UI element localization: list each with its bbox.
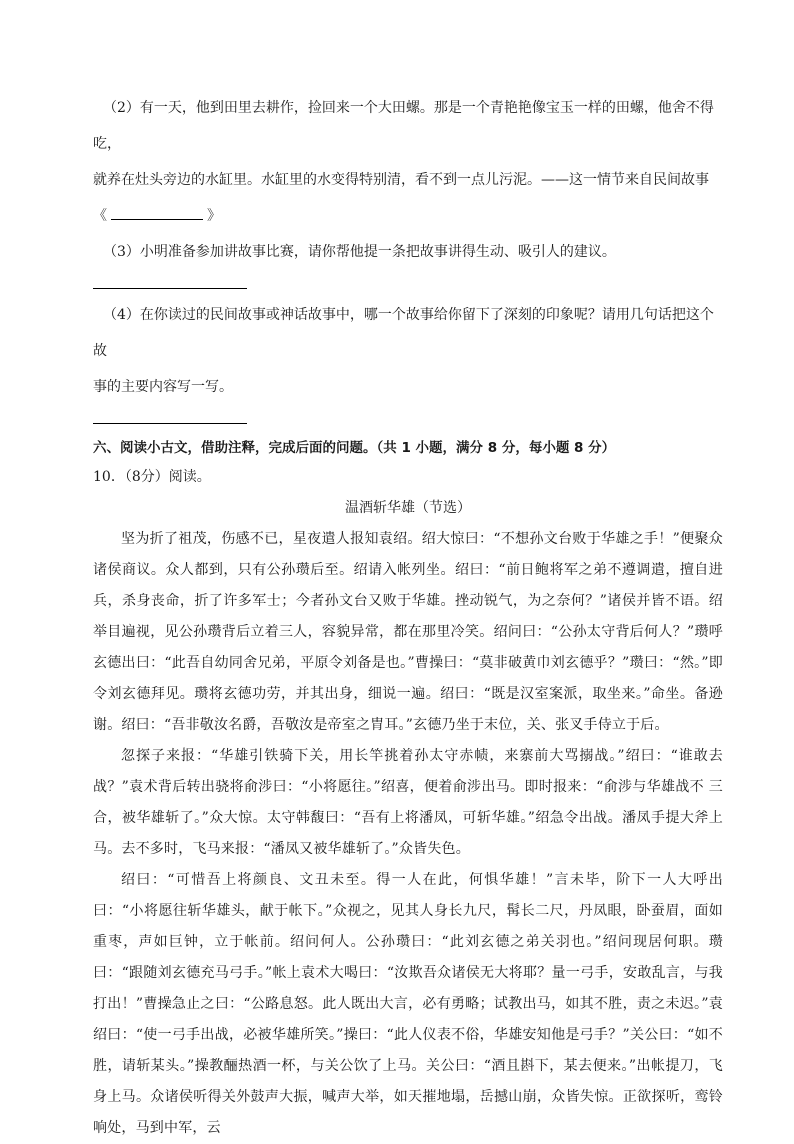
question-4 (93, 297, 723, 424)
question-3 (93, 234, 723, 289)
question-4-line-2: 事的主要内容写一写。 (93, 379, 233, 395)
question-2-answer (93, 198, 723, 234)
passage-paragraph-1: 坚为折了祖茂，伤感不已，星夜遣人报知袁绍。绍大惊曰：“不想孙文台败于华雄之手！”便聚众诸侯商议。众人都到，只有公孙瓒后至。绍请入帐列坐。绍曰：“前日鲍将军之弟不遵调遣，擅自进兵，杀身丧命，折了许多军士；今者孙文台又败于华雄。挫动锐气，为之奈何？”诸侯并皆不语。绍举目遍视，见公孙瓒背后立着三人，容貌异常，都在那里冷笑。绍问曰：“公孙太守背后何人？”瓒呼玄德出曰：“此吾自幼同舍兄弟，平原令刘备是也。”曹操曰：“莫非破黄巾刘玄德乎？”瓒曰：“然。”即令刘玄德拜见。瓒将玄德功劳，并其出身，细说一遍。绍曰：“既是汉室案派，取坐来。”命坐。备逊谢。绍曰：“吾非敬汝名爵，吾敬汝是帝室之胄耳。”玄德乃坐于末位，关、张叉手侍立于后。 (93, 531, 723, 733)
question-3-text: （3）小明准备参加讲故事比赛，请你帮他提一条把故事讲得生动、吸引人的建议。 (103, 244, 616, 260)
open-book-quote: 《 (93, 208, 107, 224)
question-4-answer-line[interactable] (93, 405, 247, 424)
question-10-label: 10．（8分）阅读。 (93, 469, 211, 485)
passage-title: 温酒斩华雄（节选） (345, 500, 471, 516)
question-2-line-2: 就养在灶头旁边的水缸里。水缸里的水变得特别清，看不到一点儿污泥。——这一情节来自民间故事 (93, 172, 709, 188)
close-book-quote: 》 (207, 208, 221, 224)
question-2-line-1: （2）有一天，他到田里去耕作，捡回来一个大田螺。那是一个青艳艳像宝玉一样的田螺，他舍不得吃， (93, 100, 714, 152)
question-4-line-1: （4）在你读过的民间故事或神话故事中，哪一个故事给你留下了深刻的印象呢？请用几句话把这个故 (93, 307, 714, 359)
exam-page (93, 90, 723, 1144)
question-2 (93, 90, 723, 234)
passage-paragraph-3: 绍曰：“可惜吾上将颜良、文丑未至。得一人在此，何惧华雄！”言未毕，阶下一人大呼出曰：“小将愿往斩华雄头，献于帐下。”众视之，见其人身长九尺，髯长二尺，丹凤眼，卧蚕眉，面如重枣，声如巨钟，立于帐前。绍问何人。公孙瓒曰：“此刘玄德之弟关羽也。”绍问现居何职。瓒曰：“跟随刘玄德充马弓手。”帐上袁术大喝曰：“汝欺吾众诸侯无大将耶？量一弓手，安敢乱言，与我打出！”曹操急止之曰：“公路息怒。此人既出大言，必有勇略；试教出马，如其不胜，责之未迟。”袁绍曰：“使一弓手出战，必被华雄所笑。”操曰：“此人仪表不俗，华雄安知他是弓手？”关公曰：“如不胜，请斩某头。”操教酾热酒一杯，与关公饮了上马。关公曰：“酒且斟下，某去便来。”出帐提刀，飞身上马。众诸侯听得关外鼓声大振，喊声大举，如天摧地塌，岳撼山崩，众皆失惊。正欲探听，鸾铃响处，马到中军，云 (93, 872, 723, 1136)
story-name-blank[interactable] (111, 205, 203, 220)
section-6-heading: 六、阅读小古文，借助注释，完成后面的问题。（共 1 小题，满分 8 分，每小题 8 分） (93, 440, 616, 456)
question-3-answer-line[interactable] (93, 270, 247, 289)
passage-paragraph-2: 忽探子来报：“华雄引铁骑下关，用长竿挑着孙太守赤帻，来寨前大骂搦战。”绍曰：“谁敢去战？”袁术背后转出骁将俞涉曰：“小将愿往。”绍喜，便着俞涉出马。即时报来：“俞涉与华雄战不 三合，被华雄斩了。”众大惊。太守韩馥曰：“吾有上将潘凤，可斩华雄。”绍急令出战。潘凤手提大斧上马。去不多时，飞马来报：“潘凤又被华雄斩了。”众皆失色。 (93, 748, 723, 857)
